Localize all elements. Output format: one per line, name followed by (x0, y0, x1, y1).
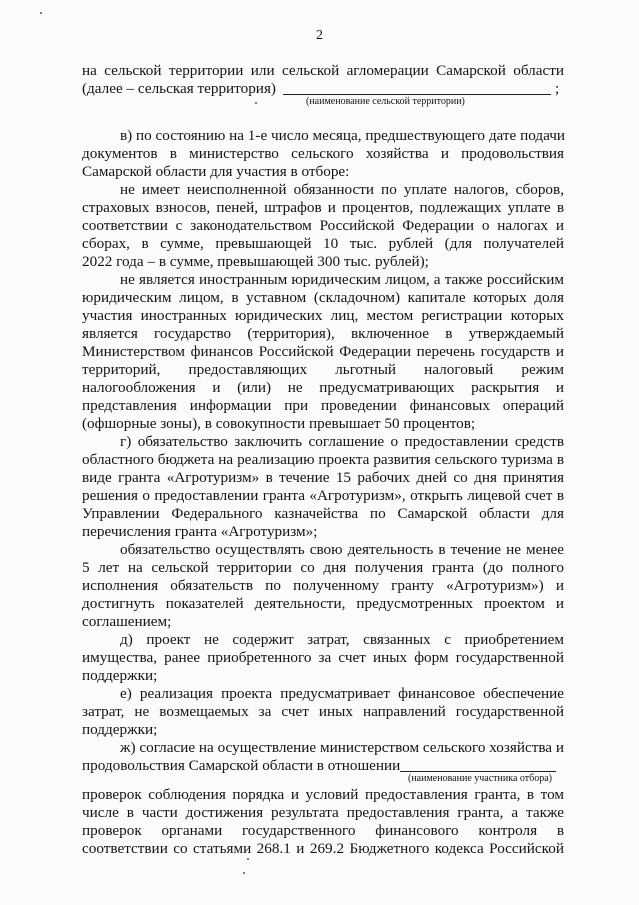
caption-participant: (наименование участника отбора) (408, 773, 552, 784)
text-line: 2022 года – в сумме, превышающей 300 тыс. рублей); (82, 253, 429, 270)
text-line: участия иностранных юридических лиц, местом регистрации которых (82, 307, 564, 324)
text-line: обязательство осуществлять свою деятельность в течение не менее (120, 541, 564, 558)
text-line: г) обязательство заключить соглашение о предоставлении средств (120, 433, 564, 450)
text-line: документов в министерство сельского хозяйства и продовольствия (82, 145, 564, 162)
text-line: юридическим лицом, в уставном (складочном) капитале которых доля (82, 289, 564, 306)
text-line: территорий, предоставляющих льготный налоговый режим (82, 361, 564, 378)
scan-speck (40, 12, 42, 14)
text-line: (офшорные зоны), в совокупности превышает 50 процентов; (82, 415, 476, 432)
text-line: (далее – сельская территория) (82, 80, 276, 97)
text-line: 5 лет на сельской территории со дня получения гранта (до полного (82, 559, 564, 576)
text-line: не является иностранным юридическим лицом, а также российским (120, 271, 564, 288)
text-line: областного бюджета на реализацию проекта развития сельского туризма в (82, 451, 564, 468)
text-line: числе в части достижения результата предоставления гранта, а также (82, 804, 564, 821)
text-line: затрат, не возмещаемых за счет иных направлений государственной (82, 703, 564, 720)
text-line: соответствии со статьями 268.1 и 269.2 Бюджетного кодекса Российской (82, 840, 564, 857)
text-line: соглашением; (82, 613, 172, 630)
page-number: 2 (316, 28, 323, 43)
text-line: в) по состоянию на 1-е число месяца, предшествующего дате подачи (120, 127, 565, 144)
text-line: страховых взносов, пеней, штрафов и процентов, подлежащих уплате в (82, 199, 564, 216)
scan-speck (247, 858, 249, 860)
text-line: сборах, в сумме, превышающей 10 тыс. рублей (для получателей (82, 235, 564, 252)
semicolon: ; (555, 80, 560, 97)
text-line: е) реализация проекта предусматривает финансовое обеспечение (120, 685, 564, 702)
text-line: продовольствия Самарской области в отношении (82, 757, 401, 774)
text-line: не имеет неисполненной обязанности по уплате налогов, сборов, (120, 181, 564, 198)
scan-speck (255, 102, 257, 104)
text-line: ж) согласие на осуществление министерством сельского хозяйства и (120, 739, 564, 756)
text-line: проверок органами государственного финансового контроля в (82, 822, 564, 839)
text-line: имущества, ранее приобретенного за счет иных форм государственной (82, 649, 564, 666)
blank-underline-participant (400, 771, 556, 772)
text-line: Самарской области для участия в отборе: (82, 163, 350, 180)
text-line: налогообложения и (или) не предусматривающих раскрытия и (82, 379, 564, 396)
blank-underline-territory (283, 94, 551, 95)
text-line: поддержки; (82, 721, 158, 738)
text-line: достигнуть показателей деятельности, предусмотренных проектом и (82, 595, 564, 612)
text-line: является государство (территория), включенное в утверждаемый (82, 325, 564, 342)
scan-speck (243, 872, 245, 874)
text-line: исполнения обязательств по полученному гранту «Агротуризм») и (82, 577, 564, 594)
text-line: перечисления гранта «Агротуризм»; (82, 523, 318, 540)
text-line: д) проект не содержит затрат, связанных с приобретением (120, 631, 564, 648)
text-line: представления информации при проведении финансовых операций (82, 397, 564, 414)
text-line: поддержки; (82, 667, 158, 684)
text-line: виде гранта «Агротуризм» в течение 15 рабочих дней со дня принятия (82, 469, 564, 486)
text-line: проверок соблюдения порядка и условий предоставления гранта, в том (82, 786, 564, 803)
text-line: на сельской территории или сельской агломерации Самарской области (82, 62, 564, 79)
text-line: Управлении Федерального казначейства по Самарской области для (82, 505, 564, 522)
caption-territory: (наименование сельской территории) (306, 96, 465, 107)
text-line: соответствии с законодательством Российской Федерации о налогах и (82, 217, 564, 234)
text-line: решения о предоставлении гранта «Агротуризм», открыть лицевой счет в (82, 487, 564, 504)
text-line: Министерством финансов Российской Федерации перечень государств и (82, 343, 564, 360)
